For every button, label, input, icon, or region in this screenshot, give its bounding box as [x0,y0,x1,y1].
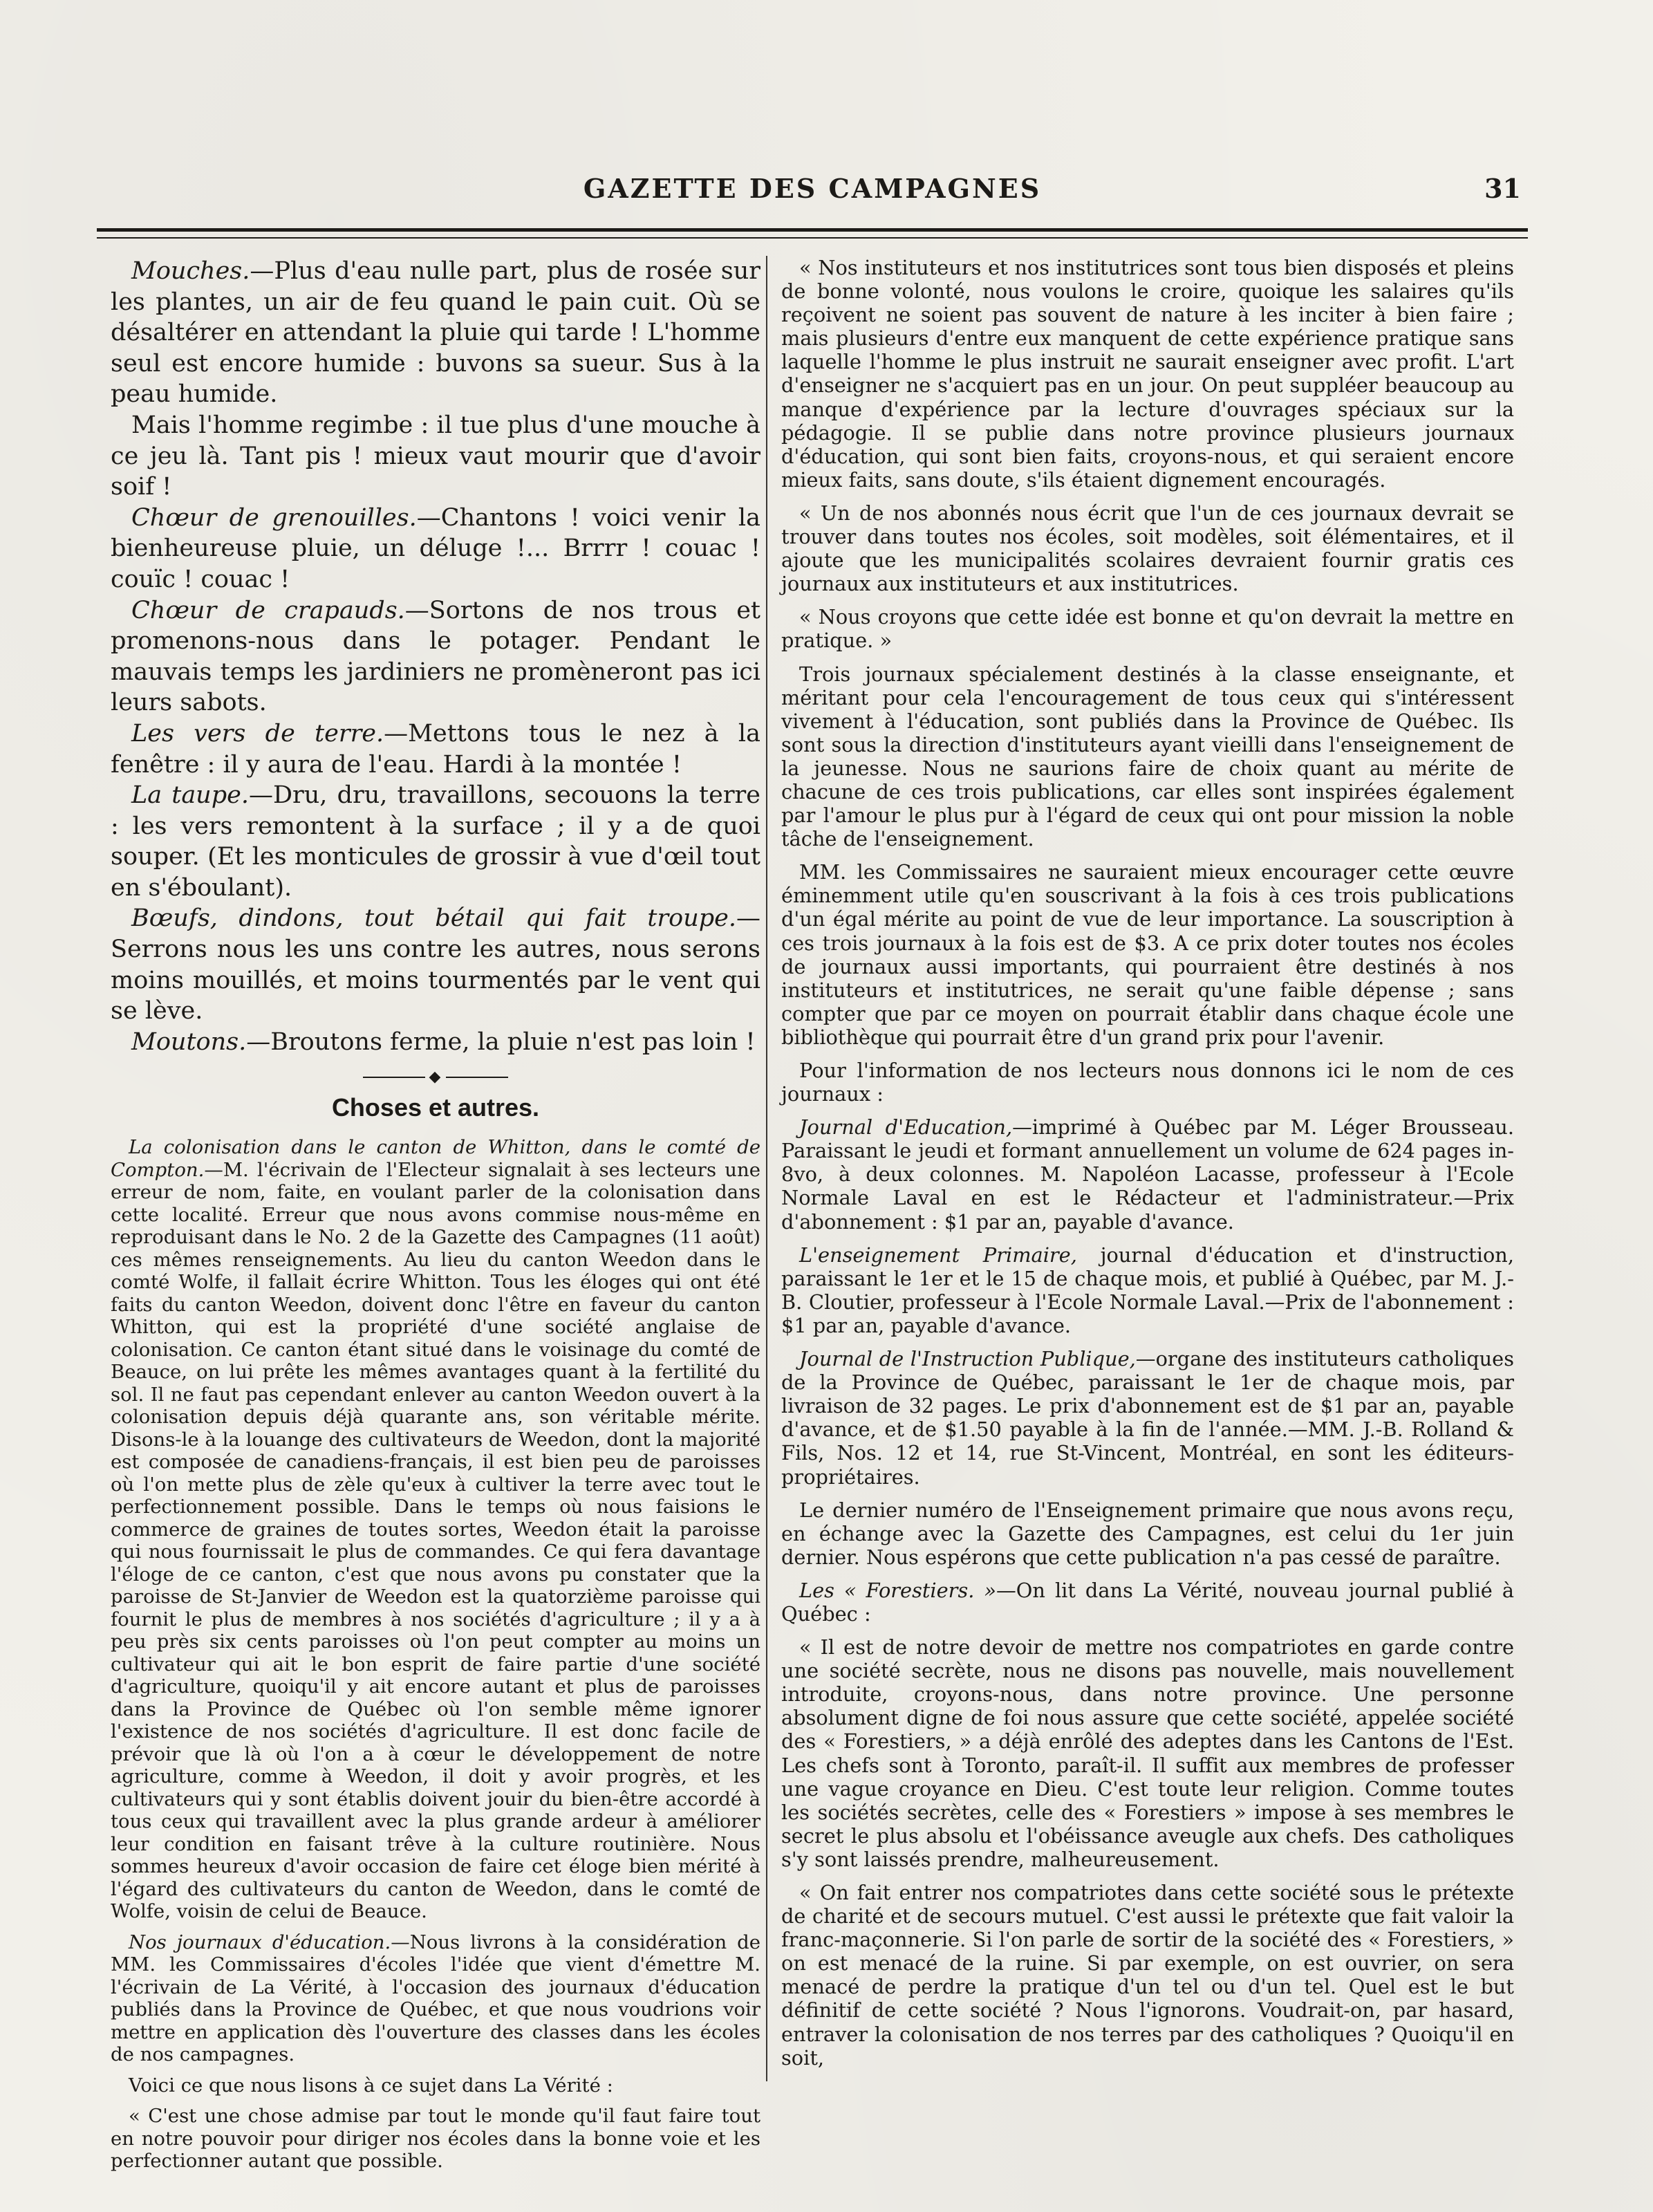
right-column [781,256,1514,2109]
article-text: Trois journaux spécialement destinés à la classe enseignante, et méritant pour cela l'encouragement de tous ceux qui s'intéressent vivement à l'éducation, sont publiés dans la Province de Québec. Ils sont sous la direction d'instituteurs ayant vieilli dans l'enseignement de la jeunesse. Nous ne saurions faire de choix quant au mérite de chacune de ces trois publications, car elles sont inspirées également par l'amour le plus pur à l'égard de ceux qui ont pour mission la noble tâche de l'enseignement. [781,662,1514,851]
article-paragraph [781,256,1514,492]
stanza-text: —Dru, dru, travaillons, secouons la terre : les vers remontent à la surface ; il y a de quoi souper. (Et les monticules de grossir à vue d'œil tout en s'éboulant). [111,781,760,902]
poem-stanza [111,718,760,780]
header-rule-thick [97,228,1528,232]
article-text: Le dernier numéro de l'Enseignement primaire que nous avons reçu, en échange avec la Gazette des Campagnes, est celui du 1er juin dernier. Nous espérons que cette publication n'a pas cessé de paraître. [781,1498,1514,1569]
article-paragraph [781,605,1514,652]
article-paragraph [781,1347,1514,1489]
articles-section [111,1136,760,2173]
article-paragraph [781,1635,1514,1871]
article-text: « Nos instituteurs et nos institutrices sont tous bien disposés et pleins de bonne volonté, nous voulons le croire, quoique les salaires qu'ils reçoivent ne soient pas souvent de nature à les inciter à bien faire ; mais plusieurs d'entre eux manquent de cette expérience pratique sans laquelle l'homme le plus instruit ne saurait enseigner avec profit. L'art d'enseigner ne s'acquiert pas en un jour. On peut suppléer beaucoup au manque d'expérience par la lecture d'ouvrages spéciaux sur la pédagogie. Il se publie dans notre province plusieurs journaux d'éducation, qui sont bien faits, croyons-nous, et qui seraient encore mieux faits, sans doute, s'ils étaient dignement encouragés. [781,256,1514,492]
article-paragraph [781,1115,1514,1233]
article-text: —imprimé à Québec par M. Léger Brousseau. Paraissant le jeudi et formant annuellement un volume de 624 pages in-8vo, à deux colonnes. M. Napoléon Lacasse, professeur à l'Ecole Normale Laval en est le Rédacteur et l'administrateur.—Prix d'abonnement : $1 par an, payable d'avance. [781,1115,1515,1234]
article-text: « On fait entrer nos compatriotes dans cette société sous le prétexte de charité et de secours mutuel. C'est aussi le prétexte que fait valoir la franc-maçonnerie. Si l'on parle de sortir de la société des « Forestiers, » on est menacé de la ruine. Si par exemple, on est ouvrier, on sera menacé de perdre la pratique d'un tel ou d'un tel. Quel est le but définitif de cette société ? Nous l'ignorons. Voudrait-on, par hasard, entraver la colonisation de nos terres par des catholiques ? Quoiqu'il en soit, [781,1881,1514,2070]
article-paragraph [781,501,1514,595]
poem-section [111,256,760,1057]
stanza-text: —Broutons ferme, la pluie n'est pas loin ! [246,1028,756,1056]
stanza-speaker: Les vers de terre. [131,719,384,747]
poem-stanza [111,410,760,503]
article-paragraph [781,1881,1514,2070]
article-lead: Nos journaux d'éducation. [129,1931,391,1953]
article-paragraph [781,1243,1514,1337]
article-paragraph [111,2105,760,2173]
article-paragraph [111,1931,760,2066]
poem-stanza [111,780,760,903]
stanza-text: —Sortons de nos trous et promenons-nous dans le potager. Pendant le mauvais temps les jardiniers ne promèneront pas ici leurs sabots. [111,596,760,717]
article-text: « Il est de notre devoir de mettre nos compatriotes en garde contre une société secrète, nous ne disons pas nouvelle, mais nouvellement introduite, croyons-nous, dans notre province. Une personne absolument digne de foi nous assure que cette société, appelée société des « Forestiers, » a déjà enrôlé des adeptes dans les Cantons de l'Est. Les chefs sont à Toronto, paraît-il. Il suffit aux membres de professer une vague croyance en Dieu. C'est toute leur religion. Comme toutes les sociétés secrètes, celle des « Forestiers » impose à ses membres le secret le plus absolu et l'obéissance aveugle aux chefs. Des catholiques s'y sont laissés prendre, malheureusement. [781,1635,1514,1871]
section-ornament: ◆ [111,1070,760,1085]
article-paragraph [781,1498,1514,1569]
poem-stanza [111,1027,760,1058]
article-paragraph [781,1059,1514,1106]
poem-stanza [111,256,760,410]
column-divider [766,256,767,2081]
article-text: Voici ce que nous lisons à ce sujet dans La Vérité : [129,2074,613,2097]
stanza-text: Mais l'homme regimbe : il tue plus d'une mouche à ce jeu là. Tant pis ! mieux vaut mourir que d'avoir soif ! [111,411,760,501]
poem-stanza [111,503,760,595]
article-lead: Journal d'Education, [799,1115,1013,1140]
stanza-speaker: Bœufs, dindons, tout bétail qui fait troupe. [131,904,736,933]
stanza-speaker: Mouches. [131,257,250,285]
stanza-text: —Chantons ! voici venir la bienheureuse pluie, un déluge !... Brrrr ! couac ! couïc ! couac ! [111,503,760,593]
article-paragraph [111,2074,760,2097]
article-paragraph [781,1579,1514,1626]
article-text: —Nous livrons à la considération de MM. les Commissaires d'écoles l'idée que vient d'émettre M. l'écrivain de La Vérité, à l'occasion des journaux d'éducation publiés dans la Province de Québec, et que nous voudrions voir mettre en application dès l'ouverture des classes dans les écoles de nos campagnes. [111,1931,760,2066]
stanza-speaker: Chœur de crapauds. [131,596,405,624]
article-paragraph [781,860,1514,1049]
article-text: MM. les Commissaires ne sauraient mieux encourager cette œuvre éminemment utile qu'en souscrivant à la fois à ces trois publications d'un égal mérite au point de vue de leur importance. La souscription à ces trois journaux à la fois est de $3. A ce prix doter toutes nos écoles de journaux aussi importants, qui pourraient être destinés à nos instituteurs et institutrices, ne serait qu'une faible dépense ; sans compter que par ce moyen on pourrait établir dans chaque école une bibliothèque qui pourrait être d'un grand prix pour l'avenir. [781,860,1514,1049]
article-paragraph [111,1136,760,1923]
poem-stanza [111,903,760,1026]
article-text: « Un de nos abonnés nous écrit que l'un de ces journaux devrait se trouver dans toutes nos écoles, soit modèles, soit élémentaires, et il ajoute que les municipalités scolaires devraient fournir gratis ces journaux aux instituteurs et aux institutrices. [781,501,1514,596]
stanza-speaker: Chœur de grenouilles. [131,503,417,532]
article-text: —organe des instituteurs catholiques de la Province de Québec, paraissant le 1er de chaque mois, par livraison de 32 pages. Le prix d'abonnement est de $1 par an, payable d'avance, et de $1.50 payable à la fin de l'année.—MM. J.-B. Rolland & Fils, Nos. 12 et 14, rue St-Vincent, Montréal, en sont les éditeurs-propriétaires. [781,1347,1514,1489]
article-text: « C'est une chose admise par tout le monde qu'il faut faire tout en notre pouvoir pour diriger nos écoles dans la bonne voie et les perfectionner autant que possible. [111,2105,760,2173]
page-header [104,173,1521,214]
stanza-text: —Mettons tous le nez à la fenêtre : il y aura de l'eau. Hardi à la montée ! [111,719,760,779]
stanza-speaker: Moutons. [131,1028,247,1056]
stanza-text: —Serrons nous les uns contre les autres, nous serons moins mouillés, et moins tourmentés par le vent qui se lève. [111,904,760,1025]
article-lead: Les « Forestiers. » [799,1578,996,1602]
article-lead: L'enseignement Primaire, [799,1243,1077,1267]
section-title: Choses et autres. [331,1093,540,1122]
article-paragraph [781,662,1514,851]
stanza-speaker: La taupe. [131,781,249,810]
article-lead: La colonisation dans le canton de Whitton, dans le comté de Compton. [111,1136,760,1181]
left-column [111,256,760,2173]
article-text: Pour l'information de nos lecteurs nous donnons ici le nom de ces journaux : [781,1059,1514,1106]
header-rule-thin [97,237,1528,239]
article-text: —On lit dans La Vérité, nouveau journal publié à Québec : [781,1578,1514,1626]
page-number: 31 [1484,173,1521,204]
article-text: journal d'éducation et d'instruction, paraissant le 1er et le 15 de chaque mois, et publié à Québec, par M. J.-B. Cloutier, professeur à l'Ecole Normale Laval.—Prix de l'abonnement : $1 par an, payable d'avance. [781,1243,1514,1337]
article-text: —M. l'écrivain de l'Electeur signalait à ses lecteurs une erreur de nom, faite, en voulant parler de la colonisation dans cette localité. Erreur que nous avons commise nous-même en reproduisant dans le No. 2 de la Gazette des Campagnes (11 août) ces mêmes renseignements. Au lieu du canton Weedon dans le comté Wolfe, il fallait écrire Whitton. Tous les éloges qui ont été faits du canton Weedon, doivent donc l'être en faveur du canton Whitton, qui est la propriété d'une société anglaise de colonisation. Ce canton étant situé dans le voisinage du comté de Beauce, on lui prête les mêmes avantages quant à la fertilité du sol. Il ne faut pas cependant enlever au canton Weedon ouvert à la colonisation depuis déjà quarante ans, son véritable mérite. Disons-le à la louange des cultivateurs de Weedon, dont la majorité est composée de canadiens-français, il est bien peu de paroisses où l'on mette plus de zèle qu'eux à cultiver la terre avec tout le perfectionnement possible. Dans le temps où nous faisions le commerce de graines de toutes sortes, Weedon était la paroisse qui nous fournissait le plus de commandes. Ce qui fera davantage l'éloge de ce canton, c'est que nous avons pu constater que la paroisse de St-Janvier de Weedon est la quatorzième paroisse qui fournit le plus de membres à nos sociétés d'agriculture ; il y a à peu près six cents paroisses où l'on peut compter au moins un cultivateur qui ait le bon esprit de faire partie d'une société d'agriculture, quoiqu'il y ait encore autant et plus de paroisses dans la Province de Québec où l'on semble même ignorer l'existence de nos sociétés d'agriculture. Il est donc facile de prévoir que là où l'on a à cœur le développement de notre agriculture, comme à Weedon, il doit y avoir progrès, et les cultivateurs qui y sont établis doivent jouir du bien-être accordé à tous ceux qui travaillent avec la plus grande ardeur à améliorer leur condition en faisant trêve à la culture routinière. Nous sommes heureux d'avoir occasion de faire cet éloge bien mérité à l'égard des cultivateurs du canton de Weedon, dans le comté de Wolfe, voisin de celui de Beauce. [111,1158,760,1923]
poem-stanza [111,595,760,718]
article-text: « Nous croyons que cette idée est bonne et qu'on devrait la mettre en pratique. » [781,605,1514,653]
article-lead: Journal de l'Instruction Publique, [799,1347,1136,1371]
masthead-title: GAZETTE DES CAMPAGNES [583,173,1042,204]
stanza-text: —Plus d'eau nulle part, plus de rosée sur les plantes, un air de feu quand le pain cuit. Où se désaltérer en attendant la pluie qui tarde ! L'homme seul est encore humide : buvons sa sueur. Sus à la peau humide. [111,257,760,409]
